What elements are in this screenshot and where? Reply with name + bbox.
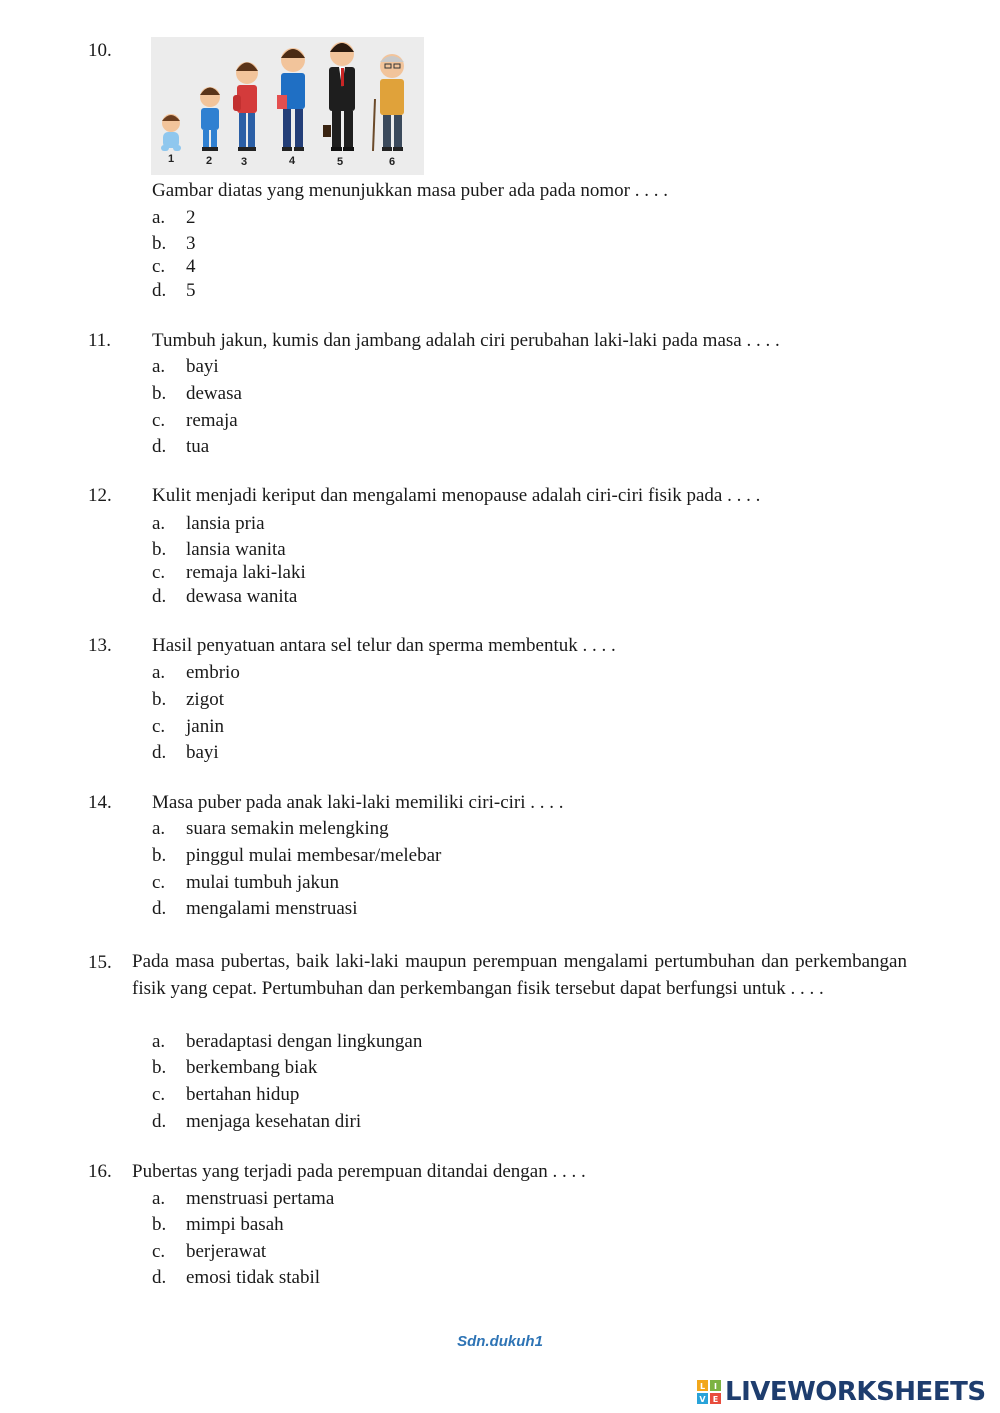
option-letter: a. bbox=[152, 356, 166, 377]
option-text: 3 bbox=[186, 233, 196, 254]
liveworksheets-logo[interactable] bbox=[697, 1376, 986, 1408]
option-text: berjerawat bbox=[186, 1241, 267, 1262]
question-number: 12. bbox=[88, 485, 112, 506]
option-letter: a. bbox=[152, 818, 166, 839]
logo-letter-l: L bbox=[699, 1382, 706, 1391]
option-text: suara semakin melengking bbox=[186, 818, 389, 839]
option-letter: d. bbox=[152, 742, 167, 763]
question-text: Pada masa pubertas, baik laki-laki maupun perempuan mengalami pertumbuhan dan perkembangan fisik yang cepat. Pertumbuhan dan perkembangan fisik tersebut dapat berfungsi untuk . . . . bbox=[132, 951, 907, 999]
stage-figure-3 bbox=[233, 62, 258, 151]
option-letter: a. bbox=[152, 513, 166, 534]
option-text: dewasa bbox=[186, 383, 242, 404]
option-letter: d. bbox=[152, 898, 167, 919]
stage-label-3: 3 bbox=[240, 156, 248, 168]
option-letter: b. bbox=[152, 1057, 167, 1078]
question-number: 13. bbox=[88, 635, 112, 656]
question-number: 16. bbox=[88, 1161, 112, 1182]
option-text: pinggul mulai membesar/melebar bbox=[186, 845, 442, 866]
stage-figure-1 bbox=[161, 114, 181, 151]
option-text: bertahan hidup bbox=[186, 1084, 300, 1105]
stage-label-6: 6 bbox=[388, 156, 396, 168]
option-text: bayi bbox=[186, 742, 219, 763]
option-text: bayi bbox=[186, 356, 219, 377]
option-letter: c. bbox=[152, 410, 166, 431]
option-letter: b. bbox=[152, 1214, 167, 1235]
option-text: zigot bbox=[186, 689, 224, 710]
logo-letter-v: V bbox=[699, 1395, 706, 1404]
stage-figure-2 bbox=[200, 87, 220, 151]
option-text: menjaga kesehatan diri bbox=[186, 1111, 362, 1132]
growth-stages-illustration bbox=[151, 37, 424, 175]
stage-label-5: 5 bbox=[336, 156, 344, 168]
question-text: Masa puber pada anak laki-laki memiliki ciri-ciri . . . . bbox=[152, 792, 564, 813]
question-number: 11. bbox=[88, 330, 112, 351]
option-letter: a. bbox=[152, 1188, 166, 1209]
option-letter: b. bbox=[152, 233, 167, 254]
option-text: mimpi basah bbox=[186, 1214, 284, 1235]
option-letter: c. bbox=[152, 1084, 166, 1105]
option-text: remaja laki-laki bbox=[186, 562, 306, 583]
stage-label-4: 4 bbox=[288, 155, 296, 167]
footer-credit: Sdn.dukuh1 bbox=[457, 1333, 543, 1350]
option-text: lansia pria bbox=[186, 513, 265, 534]
option-letter: b. bbox=[152, 689, 167, 710]
option-letter: b. bbox=[152, 539, 167, 560]
option-letter: d. bbox=[152, 1267, 167, 1288]
brand-name: LIVEWORKSHEETS bbox=[725, 1377, 986, 1407]
option-text: mulai tumbuh jakun bbox=[186, 872, 340, 893]
logo-letter-e: E bbox=[712, 1395, 719, 1404]
question-number: 15. bbox=[88, 952, 112, 973]
option-letter: a. bbox=[152, 1031, 166, 1052]
option-text: dewasa wanita bbox=[186, 586, 298, 607]
question-text: Gambar diatas yang menunjukkan masa puber ada pada nomor . . . . bbox=[152, 180, 669, 201]
option-letter: a. bbox=[152, 207, 166, 228]
stage-figure-6 bbox=[373, 54, 404, 151]
option-text: mengalami menstruasi bbox=[186, 898, 358, 919]
option-letter: c. bbox=[152, 562, 166, 583]
option-text: lansia wanita bbox=[186, 539, 286, 560]
question-text: Kulit menjadi keriput dan mengalami menopause adalah ciri-ciri fisik pada . . . . bbox=[152, 485, 761, 506]
question-number: 10. bbox=[88, 40, 112, 61]
option-letter: d. bbox=[152, 1111, 167, 1132]
option-text: janin bbox=[186, 716, 224, 737]
option-text: tua bbox=[186, 436, 210, 457]
stage-label-2: 2 bbox=[205, 155, 213, 167]
option-letter: c. bbox=[152, 1241, 166, 1262]
stage-figure-4 bbox=[277, 48, 305, 151]
stage-figure-5 bbox=[323, 42, 355, 151]
option-letter: b. bbox=[152, 845, 167, 866]
question-text: Tumbuh jakun, kumis dan jambang adalah ciri perubahan laki-laki pada masa . . . . bbox=[152, 330, 780, 351]
option-text: embrio bbox=[186, 662, 240, 683]
option-text: 5 bbox=[186, 280, 196, 301]
stage-label-1: 1 bbox=[167, 153, 175, 165]
growth-stages-image bbox=[151, 37, 424, 175]
option-text: emosi tidak stabil bbox=[186, 1267, 321, 1288]
option-letter: c. bbox=[152, 872, 166, 893]
option-text: berkembang biak bbox=[186, 1057, 318, 1078]
option-text: 4 bbox=[186, 256, 196, 277]
option-letter: c. bbox=[152, 716, 166, 737]
question-text: Pubertas yang terjadi pada perempuan ditandai dengan . . . . bbox=[132, 1161, 586, 1182]
option-letter: d. bbox=[152, 280, 167, 301]
option-letter: a. bbox=[152, 662, 166, 683]
option-letter: b. bbox=[152, 383, 167, 404]
option-text: 2 bbox=[186, 207, 196, 228]
logo-letter-i: I bbox=[714, 1382, 717, 1391]
liveworksheets-logo-icon bbox=[697, 1380, 721, 1404]
question-number: 14. bbox=[88, 792, 112, 813]
option-text: remaja bbox=[186, 410, 238, 431]
option-letter: d. bbox=[152, 586, 167, 607]
option-text: beradaptasi dengan lingkungan bbox=[186, 1031, 423, 1052]
question-text: Hasil penyatuan antara sel telur dan sperma membentuk . . . . bbox=[152, 635, 616, 656]
option-text: menstruasi pertama bbox=[186, 1188, 335, 1209]
option-letter: d. bbox=[152, 436, 167, 457]
option-letter: c. bbox=[152, 256, 166, 277]
